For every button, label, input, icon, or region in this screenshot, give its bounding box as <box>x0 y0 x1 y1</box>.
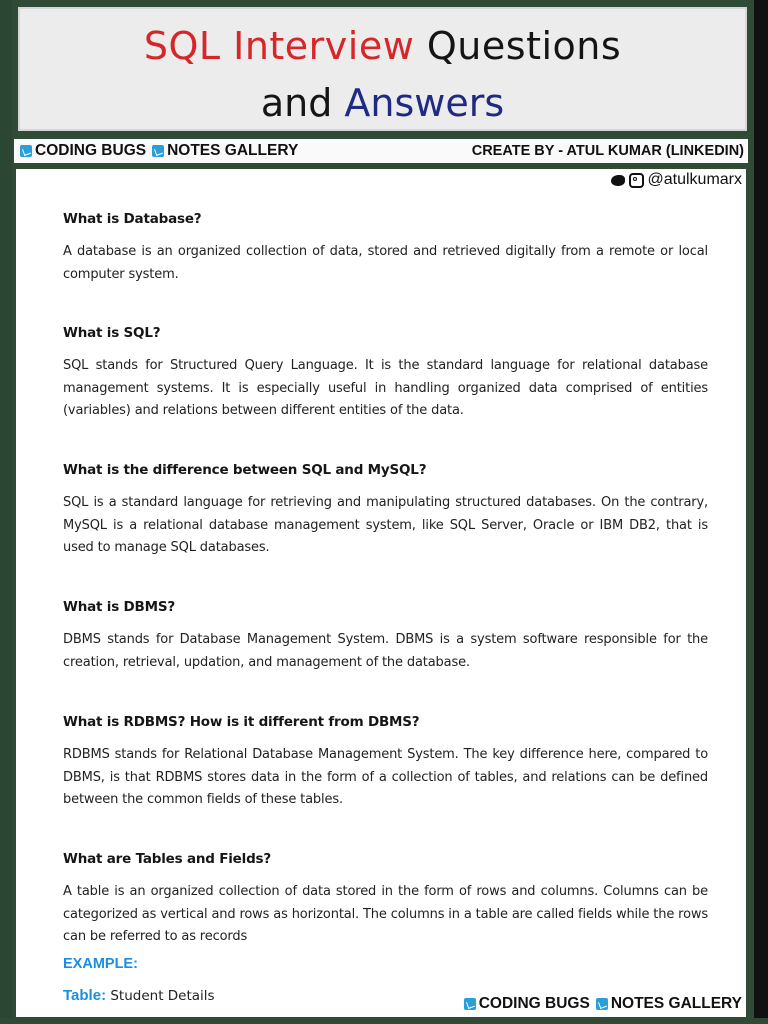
telegram-icon <box>596 998 608 1010</box>
answer-text: SQL is a standard language for retrieving and manipulating structured databases. On the contrary, MySQL is a relational database management system, like SQL Server, Oracle or IBM DB2, that is used to manage SQL databases. <box>63 495 708 555</box>
frame-bottom-border <box>0 1018 768 1024</box>
question-heading: What is DBMS? <box>63 599 176 615</box>
title-sql-interview: SQL Interview <box>143 24 415 68</box>
answer-text: A table is an organized collection of data stored in the form of rows and columns. Columns can be categorized as vertical and rows as horizontal. The columns in a table are called fields while the rows can be referred to as records <box>63 884 708 944</box>
question-heading: What is the difference between SQL and MySQL? <box>63 462 427 478</box>
example-label: EXAMPLE: <box>63 956 138 972</box>
question-heading: What are Tables and Fields? <box>63 851 271 867</box>
twitter-icon <box>611 175 625 186</box>
qa-item <box>63 462 708 560</box>
answer-text: SQL stands for Structured Query Language. It is the standard language for relational database management systems. It is especially useful in handling organized data comprised of entities (variables) and relations between different entities of the data. <box>63 358 708 418</box>
social-handle-text: @atulkumarx <box>647 171 742 188</box>
qa-item <box>63 599 708 674</box>
title-box <box>18 7 747 131</box>
banner-brands <box>20 142 298 160</box>
title-line-2 <box>20 81 745 125</box>
instagram-icon <box>629 173 644 188</box>
qa-item <box>63 714 708 812</box>
answer-text: RDBMS stands for Relational Database Management System. The key difference here, compared to DBMS, is that RDBMS stores data in the form of a collection of tables, and relations can be defined between the common fields of these tables. <box>63 747 708 807</box>
question-heading: What is Database? <box>63 211 202 227</box>
title-line-1 <box>20 24 745 68</box>
table-key: Table: <box>63 987 107 1004</box>
frame-right-shadow <box>754 0 768 1024</box>
qa-item <box>63 211 708 286</box>
creator-credit: CREATE BY - ATUL KUMAR (LINKEDIN) <box>471 143 744 159</box>
header-banner <box>14 137 748 163</box>
title-questions: Questions <box>414 24 622 68</box>
telegram-icon <box>464 998 476 1010</box>
social-handle <box>611 171 743 189</box>
telegram-icon <box>152 145 164 157</box>
question-heading: What is SQL? <box>63 325 161 341</box>
qa-item <box>63 325 708 423</box>
footer-brands <box>464 995 742 1013</box>
frame-left-border <box>0 0 12 1024</box>
document-page <box>16 169 746 1017</box>
qa-item <box>63 851 708 949</box>
question-heading: What is RDBMS? How is it different from DBMS? <box>63 714 420 730</box>
answer-text: A database is an organized collection of data, stored and retrieved digitally from a remote or local computer system. <box>63 244 708 282</box>
footer-brand-coding-bugs: CODING BUGS <box>478 995 590 1012</box>
title-answers: Answers <box>344 81 505 125</box>
telegram-icon <box>20 145 32 157</box>
table-value: Student Details <box>106 988 215 1004</box>
answer-text: DBMS stands for Database Management System. DBMS is a system software responsible for the creation, retrieval, updation, and management of the database. <box>63 632 708 670</box>
brand-notes-gallery: NOTES GALLERY <box>167 142 299 159</box>
footer-brand-notes-gallery: NOTES GALLERY <box>610 995 742 1012</box>
brand-coding-bugs: CODING BUGS <box>35 142 147 159</box>
title-and: and <box>260 81 345 125</box>
table-caption <box>63 987 215 1004</box>
